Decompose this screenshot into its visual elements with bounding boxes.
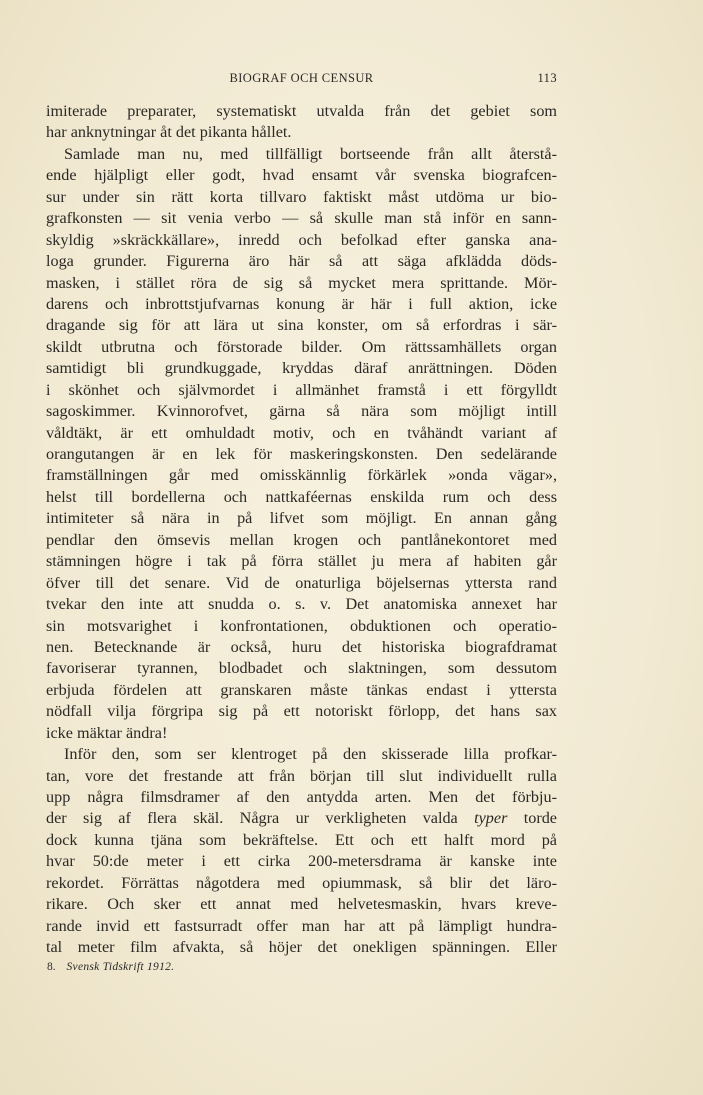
text-line: sagoskimmer. Kvinnorofvet, gärna så nära som möjligt intill (46, 402, 557, 421)
running-header (46, 71, 557, 89)
body-text (46, 101, 557, 959)
text-line: samtidigt bli grundkuggade, kryddas däraf anrättningen. Döden (46, 359, 557, 378)
text-line: dragande sig för att lära ut sina konster, om så erfordras i sär- (46, 316, 557, 335)
text-line: erbjuda fördelen att granskaren måste tänkas endast i yttersta (46, 680, 557, 699)
text-line: rande invid ett fastsurradt offer man har att på lämpligt hundra- (46, 916, 557, 935)
signature-mark: 8. (47, 961, 56, 973)
text-line: favoriserar tyrannen, blodbadet och slaktningen, som dessutom (46, 659, 557, 678)
text-line: intimiteter så nära in på lifvet som möjligt. En annan gång (46, 509, 557, 528)
text-line: grafkonsten — sit venia verbo — så skulle man stå inför en sann- (46, 209, 557, 228)
text-line: nen. Betecknande är också, huru det historiska biografdramat (46, 637, 557, 656)
text-line: skyldig »skräckkällare», inredd och befolkad efter ganska ana- (46, 230, 557, 249)
text-line: loga grunder. Figurerna äro här så att säga afklädda döds- (46, 252, 557, 271)
text-line: har anknytningar åt det pikanta hållet. (46, 123, 292, 142)
text-line: rekordet. Förrättas någotdera med opiummask, så blir det läro- (46, 873, 557, 892)
text-line: tvekar den inte att snudda o. s. v. Det anatomiska annexet har (46, 595, 557, 614)
text-line: tan, vore det frestande att från början till slut individuellt rulla (46, 766, 557, 785)
text-line: pendlar den ömsevis mellan krogen och pantlånekontoret med (46, 530, 557, 549)
text-line: öfver till det senare. Vid de onaturliga böjelsernas yttersta rand (46, 573, 557, 592)
text-segment: der sig af flera skäl. Några ur verkligheten valda (46, 809, 475, 828)
page-number: 113 (537, 71, 557, 85)
text-line: Samlade man nu, med tillfälligt bortseende från allt återstå- (64, 144, 557, 163)
footer (47, 961, 174, 973)
text-line: i skönhet och självmordet i allmänhet framstå i ett förgylldt (46, 380, 557, 399)
text-line: masken, i stället röra de sig så mycket mera sprittande. Mör- (46, 273, 557, 292)
text-line: ende hjälpligt eller godt, hvad ensamt vår svenska biografcen- (46, 166, 557, 185)
text-line: imiterade preparater, systematiskt utvalda från det gebiet som (46, 102, 557, 120)
text-line: sur under sin rätt korta tillvaro faktiskt måst utdöma ur bio- (46, 187, 557, 206)
text-line: helst till bordellerna och nattkaféernas enskilda rum och dess (46, 487, 557, 506)
text-line: framställningen går med omisskännlig förkärlek »onda vägar», (46, 466, 557, 485)
text-line: våldtäkt, är ett omhuldadt motiv, och en tvåhändt variant af (46, 423, 557, 442)
text-line: orangutangen är en lek för maskeringskonsten. Den sedelärande (46, 445, 557, 463)
text-line: dock kunna tjäna som bekräftelse. Ett och ett halft mord på (46, 830, 557, 849)
text-line: darens och inbrottstjufvarnas konung är här i full aktion, icke (46, 294, 557, 313)
text-line: upp några filmsdramer af den antydda arten. Men det förbju- (46, 788, 557, 806)
text-line: hvar 50:de meter i ett cirka 200-metersdrama är kanske inte (46, 852, 557, 871)
text-line: nödfall vilja förgripa sig på ett notoriskt förlopp, det hans sax (46, 702, 557, 721)
text-line: Inför den, som ser klentroget på den skisserade lilla profkar- (64, 745, 557, 764)
text-line: skildt utbrutna och förstorade bilder. Om rättssamhällets organ (46, 337, 557, 356)
text-line: sin motsvarighet i konfrontationen, obduktionen och operatio- (46, 616, 557, 635)
text-line: tal meter film afvakta, så höjer det onekligen spänningen. Eller (46, 938, 557, 957)
text-segment: torde (507, 809, 557, 828)
text-line: rikare. Och sker ett annat med helvetesmaskin, hvars kreve- (46, 895, 557, 914)
text-line: stämningen högre i tak på förra stället ju mera af habiten går (46, 552, 557, 571)
text-line (46, 808, 557, 829)
text-line: icke mäktar ändra! (46, 723, 168, 742)
running-title: BIOGRAF OCH CENSUR (229, 71, 374, 85)
source-citation: Svensk Tidskrift 1912. (66, 961, 175, 973)
italic-emphasis: typer (474, 809, 508, 828)
